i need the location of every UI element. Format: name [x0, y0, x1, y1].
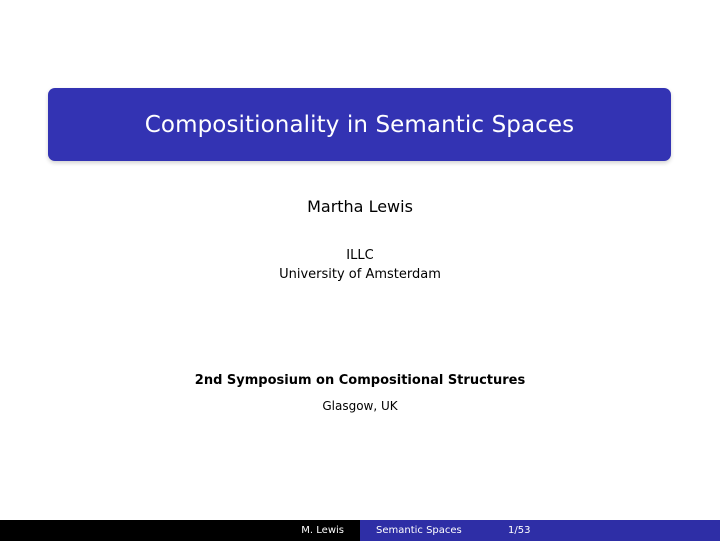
footer-page-number: 1/53	[508, 525, 531, 536]
footer-author: M. Lewis	[301, 525, 344, 536]
institute-name: ILLC	[346, 248, 374, 263]
event-location: Glasgow, UK	[322, 399, 398, 413]
footer-title-section	[360, 520, 720, 541]
footer-bar	[0, 520, 720, 541]
footer-author-section	[0, 520, 360, 541]
author-name: Martha Lewis	[307, 197, 413, 216]
university-name: University of Amsterdam	[279, 267, 441, 282]
footer-short-title: Semantic Spaces	[376, 525, 462, 536]
title-box	[48, 88, 671, 161]
event-name: 2nd Symposium on Compositional Structures	[194, 373, 526, 388]
slide-title: Compositionality in Semantic Spaces	[144, 111, 575, 138]
